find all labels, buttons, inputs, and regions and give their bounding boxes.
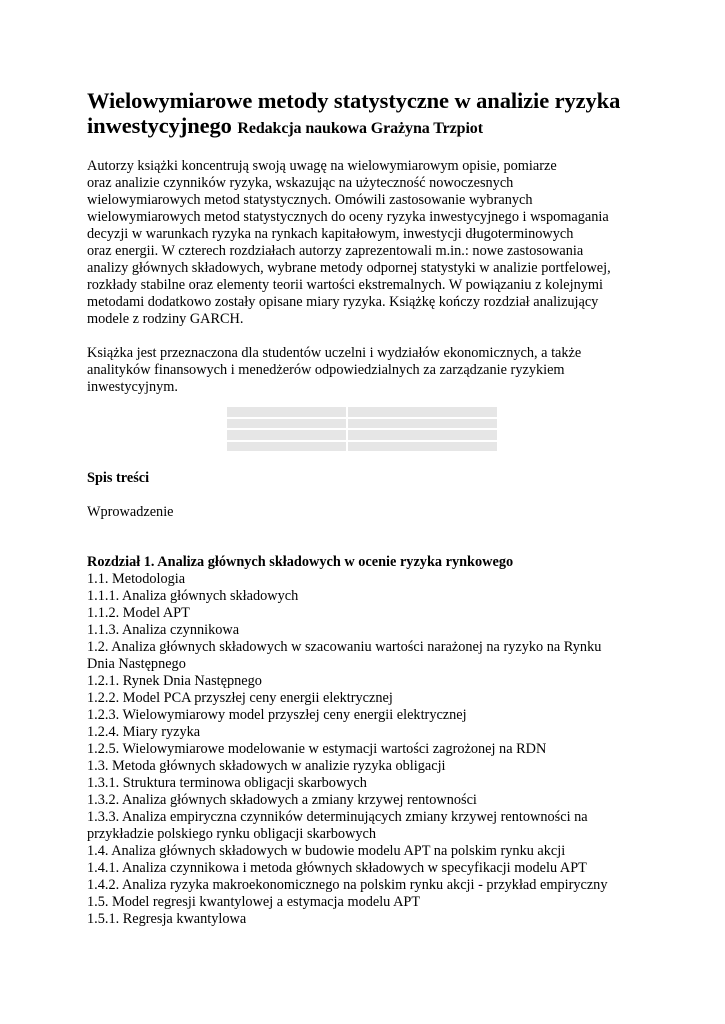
table-row — [227, 442, 497, 452]
table-row — [227, 407, 497, 417]
audience-line: inwestycyjnym. — [87, 379, 178, 395]
audience-paragraph — [87, 345, 647, 396]
toc-item: 1.4. Analiza głównych składowych w budowie modelu APT na polskim rynku akcji — [87, 843, 566, 859]
document-body — [87, 88, 647, 396]
intro-line: oraz analizie czynników ryzyka, wskazując na użyteczność nowoczesnych — [87, 175, 514, 191]
intro-line: oraz energii. W czterech rozdziałach autorzy zaprezentowali m.in.: nowe zastosowania — [87, 243, 584, 259]
toc-item: 1.3.3. Analiza empiryczna czynników determinujących zmiany krzywej rentowności na — [87, 809, 588, 825]
title-line-1: Wielowymiarowe metody statystyczne w analizie ryzyka — [87, 88, 621, 113]
toc-item: 1.4.2. Analiza ryzyka makroekonomicznego na polskim rynku akcji - przykład empiryczny — [87, 877, 608, 893]
toc-item: przykładzie polskiego rynku obligacji skarbowych — [87, 826, 377, 842]
toc-chapter-1: Rozdział 1. Analiza głównych składowych w ocenie ryzyka rynkowego — [87, 554, 514, 570]
intro-line: wielowymiarowych metod statystycznych do oceny ryzyka inwestycyjnego i wspomagania — [87, 209, 609, 225]
table-cell — [348, 430, 497, 440]
table-cell — [227, 430, 346, 440]
toc-item: 1.5.1. Regresja kwantylowa — [87, 911, 247, 927]
intro-line: wielowymiarowych metod statystycznych. Omówili zastosowanie wybranych — [87, 192, 533, 208]
intro-paragraph — [87, 158, 647, 328]
toc-item: 1.1.3. Analiza czynnikowa — [87, 622, 240, 638]
editor-subtitle: Redakcja naukowa Grażyna Trzpiot — [237, 120, 483, 137]
table-row — [227, 430, 497, 440]
table-of-contents — [87, 554, 647, 928]
toc-item: 1.1.1. Analiza głównych składowych — [87, 588, 299, 604]
table-cell — [227, 407, 346, 417]
intro-line: rozkłady stabilne oraz elementy teorii wartości ekstremalnych. W powiązaniu z kolejnymi — [87, 277, 603, 293]
toc-item: 1.2.2. Model PCA przyszłej ceny energii elektrycznej — [87, 690, 393, 706]
table-cell — [348, 442, 497, 452]
toc-heading: Spis treści — [87, 470, 150, 486]
table-cell — [227, 442, 346, 452]
toc-item: Dnia Następnego — [87, 656, 186, 672]
toc-item: 1.2.5. Wielowymiarowe modelowanie w estymacji wartości zagrożonej na RDN — [87, 741, 547, 757]
table-cell — [227, 419, 346, 429]
toc-item: 1.3.1. Struktura terminowa obligacji skarbowych — [87, 775, 367, 791]
toc-item: 1.2.3. Wielowymiarowy model przyszłej ceny energii elektrycznej — [87, 707, 467, 723]
toc-introduction: Wprowadzenie — [87, 504, 174, 520]
document-title — [87, 88, 647, 141]
audience-line: analityków finansowych i menedżerów odpowiedzialnych za zarządzanie ryzykiem — [87, 362, 565, 378]
toc-item: 1.2.4. Miary ryzyka — [87, 724, 201, 740]
toc-item: 1.5. Model regresji kwantylowej a estymacja modelu APT — [87, 894, 421, 910]
table-row — [227, 419, 497, 429]
table-cell — [348, 407, 497, 417]
toc-item: 1.2.1. Rynek Dnia Następnego — [87, 673, 262, 689]
toc-item: 1.3. Metoda głównych składowych w analizie ryzyka obligacji — [87, 758, 446, 774]
toc-item: 1.3.2. Analiza głównych składowych a zmiany krzywej rentowności — [87, 792, 477, 808]
title-line-2: inwestycyjnego — [87, 113, 232, 138]
toc-item: 1.4.1. Analiza czynnikowa i metoda głównych składowych w specyfikacji modelu APT — [87, 860, 587, 876]
intro-line: Autorzy książki koncentrują swoją uwagę na wielowymiarowym opisie, pomiarze — [87, 158, 557, 174]
table-cell — [348, 419, 497, 429]
toc-item: 1.1. Metodologia — [87, 571, 186, 587]
intro-line: decyzji w warunkach ryzyka na rynkach kapitałowym, inwestycji długoterminowych — [87, 226, 574, 242]
intro-line: modele z rodziny GARCH. — [87, 311, 244, 327]
audience-line: Książka jest przeznaczona dla studentów uczelni i wydziałów ekonomicznych, a także — [87, 345, 582, 361]
toc-item: 1.1.2. Model APT — [87, 605, 190, 621]
placeholder-table — [227, 407, 497, 452]
intro-line: analizy głównych składowych, wybrane metody odpornej statystyki w analizie portfelowej, — [87, 260, 611, 276]
intro-line: metodami dodatkowo zostały opisane miary ryzyka. Książkę kończy rozdział analizujący — [87, 294, 599, 310]
toc-item: 1.2. Analiza głównych składowych w szacowaniu wartości narażonej na ryzyko na Rynku — [87, 639, 602, 655]
